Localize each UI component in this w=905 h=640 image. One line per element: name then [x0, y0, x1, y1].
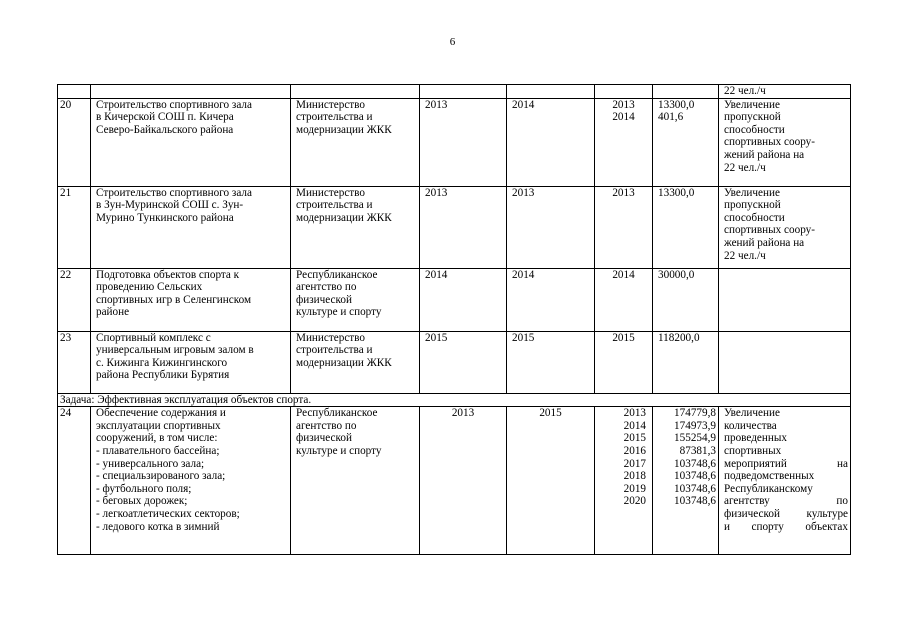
- table-row: [58, 85, 851, 99]
- task-heading: Задача: Эффективная эксплуатация объектов спорта.: [58, 393, 851, 407]
- result-line: спортивных: [724, 444, 782, 457]
- result-line: Увеличение: [724, 407, 780, 420]
- measure-name: Строительство спортивного зала в Зун-Муринской СОШ с. Зун- Мурино Тункинского района: [91, 186, 291, 268]
- result-line: подведомственных: [724, 470, 815, 483]
- row-number: 20: [58, 98, 91, 186]
- row-number: 24: [58, 407, 91, 555]
- start-year: 2014: [420, 268, 507, 331]
- executor: Министерство строительства и модернизации ЖКК: [291, 98, 420, 186]
- funding-years: 2013 2014 2015 2016 2017 2018 2019 2020: [595, 407, 653, 555]
- funding-years: 2014: [595, 268, 653, 331]
- result-line: мероприятий на: [724, 457, 848, 470]
- result-cell: 22 чел./ч: [719, 85, 851, 99]
- page-number: 6: [449, 36, 456, 48]
- funding-years: 2013 2014: [595, 98, 653, 186]
- funding-amounts: 118200,0: [653, 331, 719, 393]
- row-number: 21: [58, 186, 91, 268]
- end-year: 2015: [507, 331, 595, 393]
- funding-years: 2015: [595, 331, 653, 393]
- result-line: Республиканскому: [724, 482, 813, 495]
- measure-name: Строительство спортивного зала в Кичерской СОШ п. Кичера Северо-Байкальского района: [91, 98, 291, 186]
- end-year: 2015: [507, 407, 595, 555]
- row-number: 23: [58, 331, 91, 393]
- measure-name: Подготовка объектов спорта к проведению Сельских спортивных игр в Селенгинском районе: [91, 268, 291, 331]
- funding-amounts: 13300,0 401,6: [653, 98, 719, 186]
- executor: Республиканское агентство по физической культуре и спорту: [291, 268, 420, 331]
- funding-amounts: 30000,0: [653, 268, 719, 331]
- start-year: 2013: [420, 98, 507, 186]
- expected-result: Увеличение пропускной способности спортивных соору- жений района на 22 чел./ч: [719, 98, 851, 186]
- start-year: 2015: [420, 331, 507, 393]
- table-row: [58, 407, 851, 555]
- funding-amounts: 13300,0: [653, 186, 719, 268]
- measure-name: Спортивный комплекс с универсальным игровым залом в с. Кижинга Кижингинского района Республики Бурятия: [91, 331, 291, 393]
- expected-result: [719, 331, 851, 393]
- result-line: и спорту объектах: [724, 520, 848, 533]
- table-row: [58, 186, 851, 268]
- result-line: агентству по: [724, 495, 848, 508]
- start-year: 2013: [420, 186, 507, 268]
- result-line: физической культуре: [724, 507, 848, 520]
- executor: Министерство строительства и модернизации ЖКК: [291, 331, 420, 393]
- table-row: [58, 268, 851, 331]
- end-year: 2014: [507, 98, 595, 186]
- funding-amounts: 174779,8 174973,9 155254,9 87381,3 103748,6 103748,6 103748,6 103748,6: [653, 407, 719, 555]
- expected-result: [719, 407, 851, 555]
- end-year: 2013: [507, 186, 595, 268]
- result-line: проведенных: [724, 432, 787, 445]
- measure-name: Обеспечение содержания и эксплуатации спортивных сооружений, в том числе: - плавательного бассейна; - универсального зала; - специальзированого зала; - футбольного поля; - беговых дорожек; - легкоатлетических секторов; - ледового котка в зимний: [91, 407, 291, 555]
- start-year: 2013: [420, 407, 507, 555]
- executor: Республиканское агентство по физической культуре и спорту: [291, 407, 420, 555]
- executor: Министерство строительства и модернизации ЖКК: [291, 186, 420, 268]
- task-row: [58, 393, 851, 407]
- expected-result: [719, 268, 851, 331]
- row-number: 22: [58, 268, 91, 331]
- result-line: количества: [724, 419, 777, 432]
- program-table: [57, 84, 851, 555]
- table-row: [58, 331, 851, 393]
- expected-result: Увеличение пропускной способности спортивных соору- жений района на 22 чел./ч: [719, 186, 851, 268]
- end-year: 2014: [507, 268, 595, 331]
- table-row: [58, 98, 851, 186]
- funding-years: 2013: [595, 186, 653, 268]
